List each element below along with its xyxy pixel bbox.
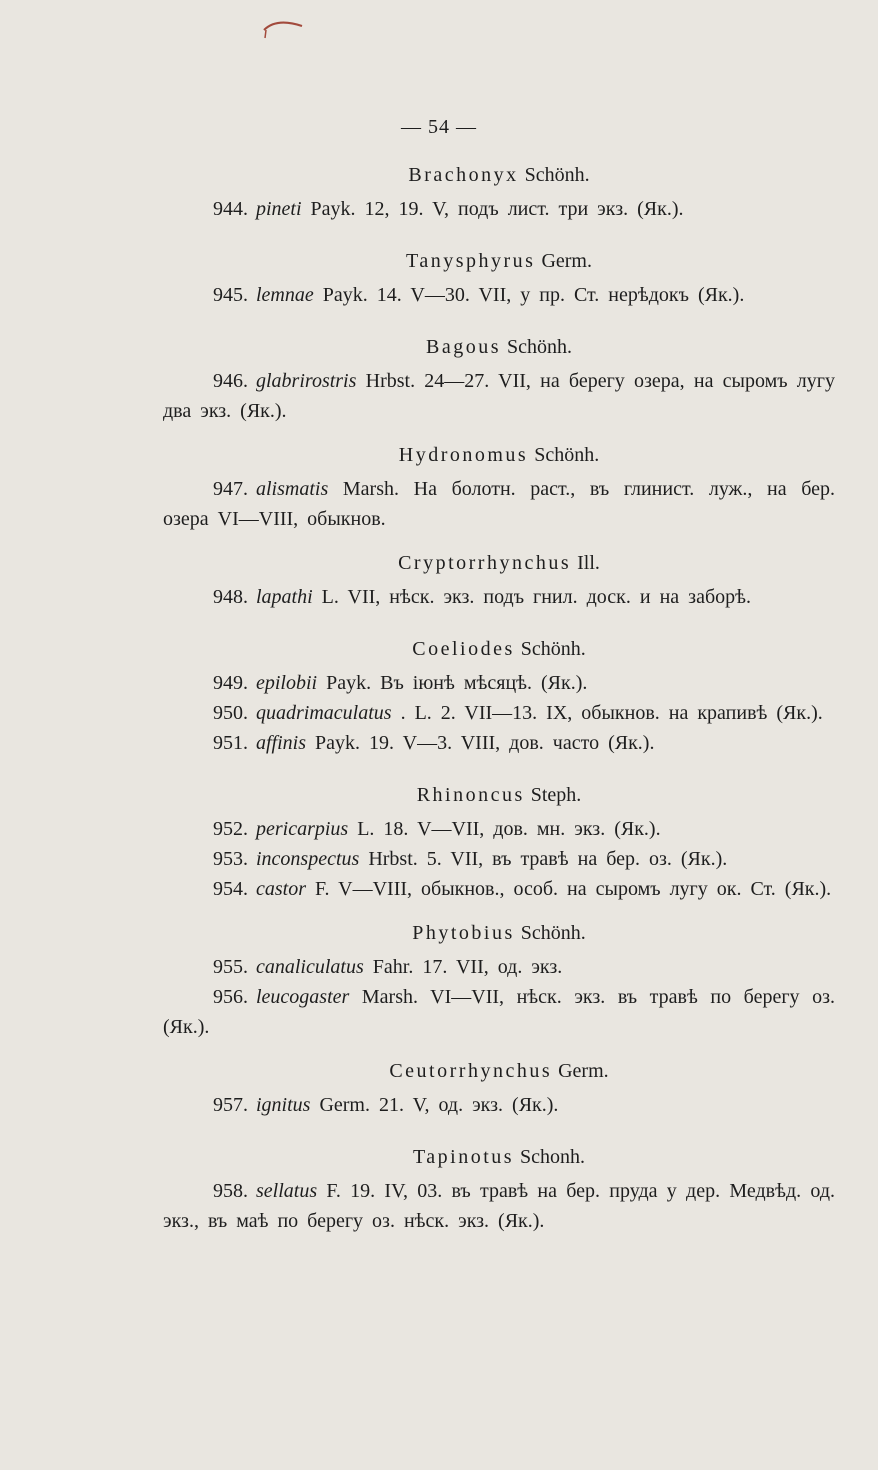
entry-number: 944. [213, 198, 248, 220]
genus-name: Hydronomus [398, 444, 529, 466]
entry-text: Marsh. На болотн. раст., въ глинист. луж., на бер. озера VI—VIII, обыкнов. [163, 478, 836, 530]
genus-author: Ill. [577, 552, 600, 574]
genus-author: Schönh. [534, 444, 600, 466]
genus-name: Tapinotus [412, 1146, 515, 1168]
species-name: inconspectus [256, 848, 360, 870]
species-name: affinis [256, 732, 307, 754]
entry-text: Marsh. VI—VII, нѣск. экз. въ травѣ по берегу оз. (Як.). [163, 986, 835, 1038]
ink-mark-icon [262, 18, 306, 40]
species-entry [163, 366, 835, 426]
species-name: epilobii [256, 672, 318, 694]
species-name: castor [256, 878, 306, 900]
species-list [163, 160, 835, 1236]
entry-number: 953. [213, 848, 248, 870]
genus-name: Brachonyx [408, 164, 519, 186]
entry-number: 954. [213, 878, 248, 900]
entry-text: Germ. 21. V, од. экз. (Як.). [319, 1094, 559, 1116]
entry-text: Hrbst. 5. VII, въ травѣ на бер. оз. (Як.). [368, 848, 728, 870]
genus-author: Schonh. [520, 1146, 586, 1168]
species-name: leucogaster [256, 986, 350, 1008]
species-name: lapathi [256, 586, 313, 608]
species-name: pericarpius [256, 818, 349, 840]
species-entry [163, 952, 835, 982]
entry-number: 957. [213, 1094, 248, 1116]
species-name: quadrimaculatus [256, 702, 392, 724]
species-name: glabrirostris [256, 370, 357, 392]
entry-text: Payk. 19. V—3. VIII, дов. часто (Як.). [315, 732, 655, 754]
species-name: pineti [256, 198, 302, 220]
entry-text: . L. 2. VII—13. IX, обыкнов. на крапивѣ (Як.). [400, 702, 823, 724]
entry-text: Fahr. 17. VII, од. экз. [372, 956, 563, 978]
entry-number: 951. [213, 732, 248, 754]
genus-heading [163, 1142, 835, 1172]
species-entry [163, 668, 835, 698]
genus-author: Schönh. [524, 164, 590, 186]
entry-text: F. 19. IV, 03. въ травѣ на бер. пруда у дер. Медвѣд. од. экз., въ маѣ по берегу оз. нѣск. экз. (Як.). [163, 1180, 836, 1232]
entry-number: 955. [213, 956, 248, 978]
genus-heading [163, 246, 835, 276]
genus-name: Ceutorrhynchus [389, 1060, 553, 1082]
entry-text: F. V—VIII, обыкнов., особ. на сыромъ лугу ок. Ст. (Як.). [315, 878, 832, 900]
species-entry [163, 1176, 835, 1236]
entry-number: 950. [213, 702, 248, 724]
species-name: canaliculatus [256, 956, 364, 978]
genus-heading [163, 332, 835, 362]
genus-heading [163, 634, 835, 664]
genus-heading [163, 780, 835, 810]
genus-heading [163, 160, 835, 190]
entry-text: Payk. Въ іюнѣ мѣсяцѣ. (Як.). [326, 672, 588, 694]
entry-number: 947. [213, 478, 248, 500]
page-number: — 54 — [401, 116, 477, 138]
entry-number: 956. [213, 986, 248, 1008]
entry-number: 949. [213, 672, 248, 694]
genus-heading [163, 548, 835, 578]
genus-author: Schönh. [520, 922, 586, 944]
genus-name: Coeliodes [412, 638, 515, 660]
species-name: ignitus [256, 1094, 311, 1116]
species-entry [163, 874, 835, 904]
genus-heading [163, 918, 835, 948]
species-entry [163, 474, 835, 534]
entry-text: Payk. 14. V—30. VII, у пр. Ст. нерѣдокъ (Як.). [322, 284, 745, 306]
entry-text: L. VII, нѣск. экз. подъ гнил. доск. и на заборѣ. [321, 586, 751, 608]
genus-heading [163, 1056, 835, 1086]
genus-author: Schönh. [507, 336, 572, 358]
entry-number: 946. [213, 370, 248, 392]
species-entry [163, 280, 835, 310]
genus-name: Cryptorrhynchus [398, 552, 572, 574]
species-name: lemnae [256, 284, 314, 306]
genus-name: Bagous [426, 336, 501, 358]
species-entry [163, 982, 835, 1042]
genus-heading [163, 440, 835, 470]
species-entry [163, 582, 835, 612]
genus-author: Germ. [541, 250, 592, 272]
species-entry [163, 814, 835, 844]
genus-author: Schönh. [520, 638, 586, 660]
genus-name: Rhinoncus [416, 784, 525, 806]
species-entry [163, 1090, 835, 1120]
entry-number: 945. [213, 284, 248, 306]
entry-number: 952. [213, 818, 248, 840]
entry-number: 948. [213, 586, 248, 608]
entry-text: L. 18. V—VII, дов. мн. экз. (Як.). [357, 818, 661, 840]
entry-number: 958. [213, 1180, 248, 1202]
species-name: alismatis [256, 478, 329, 500]
entry-text: Payk. 12, 19. V, подъ лист. три экз. (Як.). [310, 198, 684, 220]
genus-author: Steph. [530, 784, 582, 806]
species-entry [163, 698, 835, 728]
species-entry [163, 844, 835, 874]
genus-name: Tanysphyrus [406, 250, 536, 272]
genus-author: Germ. [558, 1060, 609, 1082]
species-name: sellatus [256, 1180, 318, 1202]
entry-text: Hrbst. 24—27. VII, на берегу озера, на сыромъ лугу два экз. (Як.). [163, 370, 835, 422]
genus-name: Phytobius [412, 922, 515, 944]
species-entry [163, 728, 835, 758]
species-entry [163, 194, 835, 224]
